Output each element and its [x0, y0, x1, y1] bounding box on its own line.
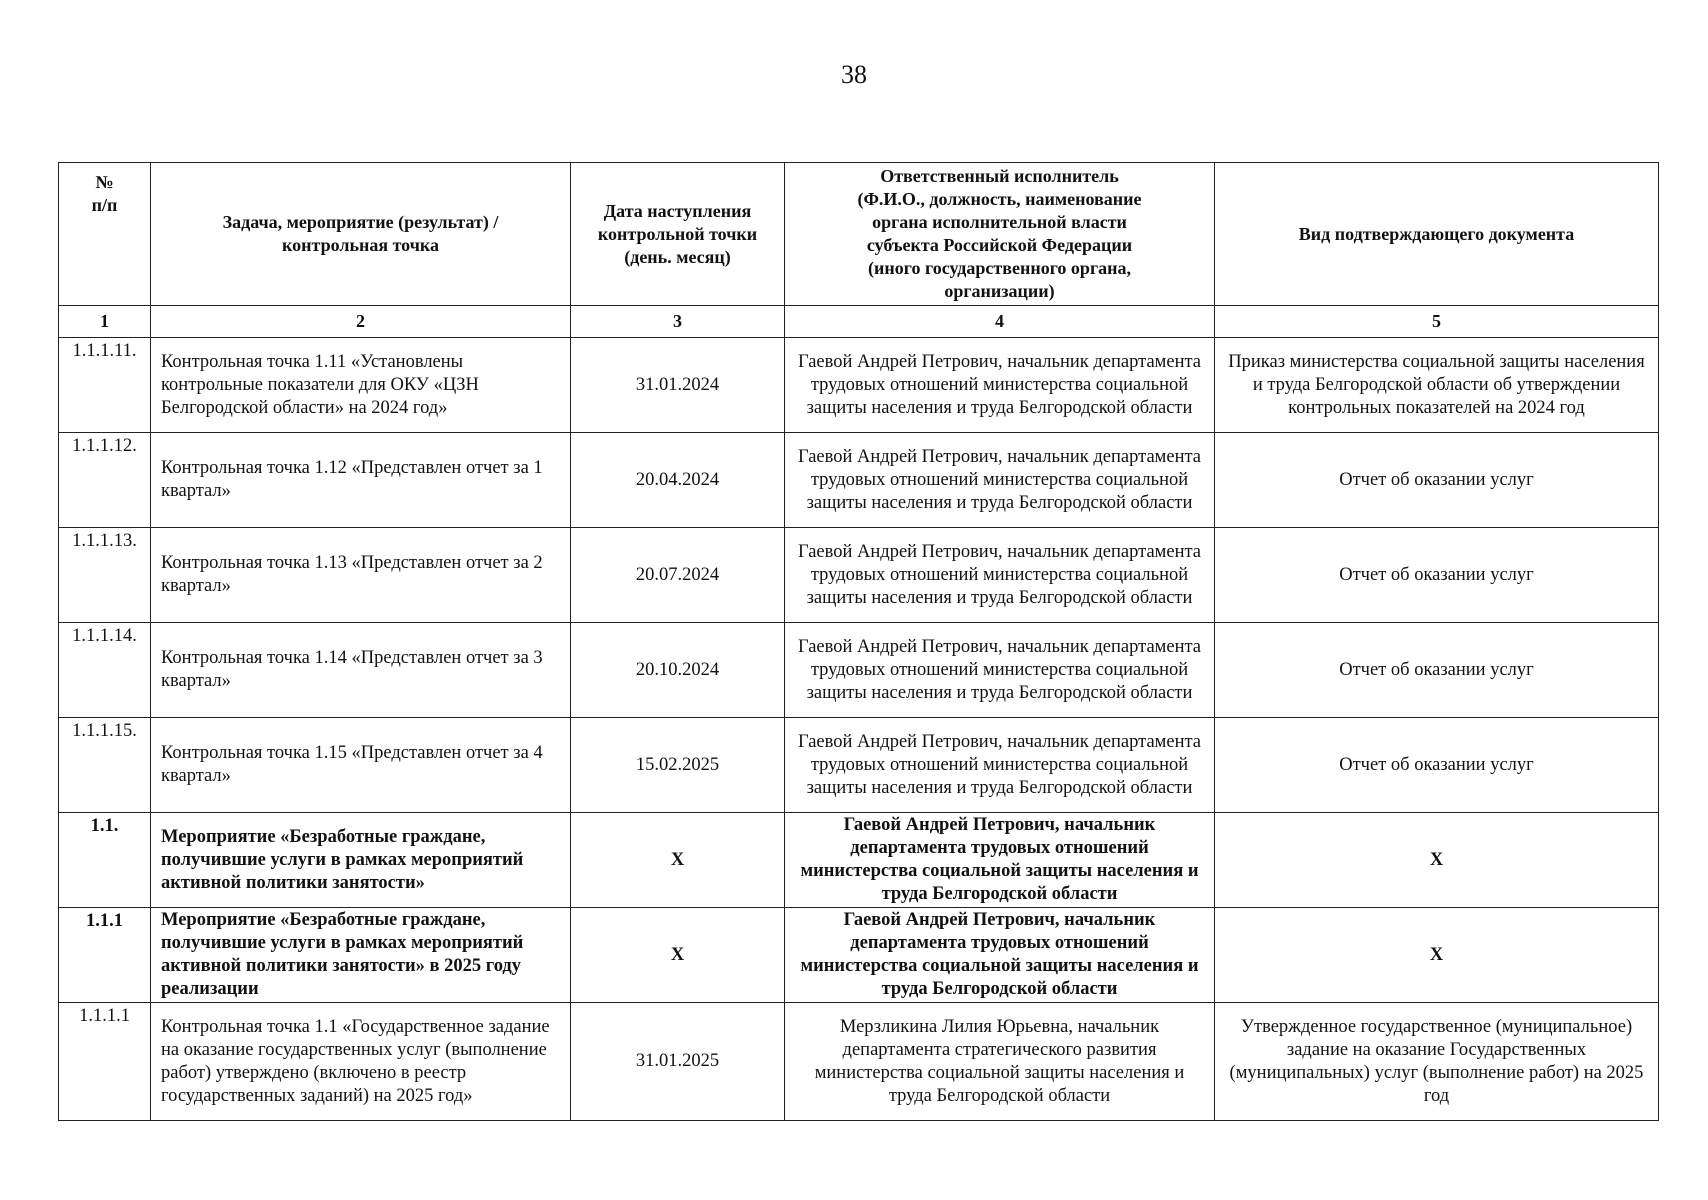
row-document: Отчет об оказании услуг: [1215, 433, 1659, 528]
page-number: 38: [841, 60, 867, 89]
row-task: Контрольная точка 1.12 «Представлен отчет за 1 квартал»: [151, 433, 571, 528]
row-document: Отчет об оказании услуг: [1215, 623, 1659, 718]
row-task: Контрольная точка 1.14 «Представлен отчет за 3 квартал»: [151, 623, 571, 718]
row-task: Контрольная точка 1.11 «Установлены контрольные показатели для ОКУ «ЦЗН Белгородской области» на 2024 год»: [151, 338, 571, 433]
row-document: Утвержденное государственное (муниципальное) задание на оказание Государственных (муниципальных) услуг (выполнение работ) на 2025 год: [1215, 1003, 1659, 1121]
row-responsible: Гаевой Андрей Петрович, начальник департамента трудовых отношений министерства социальной защиты населения и труда Белгородской области: [785, 813, 1215, 908]
row-responsible: Гаевой Андрей Петрович, начальник департамента трудовых отношений министерства социальной защиты населения и труда Белгородской области: [785, 718, 1215, 813]
row-date: 15.02.2025: [571, 718, 785, 813]
row-number: 1.1.: [59, 813, 151, 908]
column-number: 1: [59, 306, 151, 338]
row-date: Х: [571, 908, 785, 1003]
table-row: [59, 813, 1659, 908]
row-date: Х: [571, 813, 785, 908]
table-row: [59, 1003, 1659, 1121]
row-document: Х: [1215, 908, 1659, 1003]
row-document: Приказ министерства социальной защиты населения и труда Белгородской области об утверждении контрольных показателей на 2024 год: [1215, 338, 1659, 433]
column-number: 5: [1215, 306, 1659, 338]
row-document: Отчет об оказании услуг: [1215, 718, 1659, 813]
row-date: 20.10.2024: [571, 623, 785, 718]
row-responsible: Гаевой Андрей Петрович, начальник департамента трудовых отношений министерства социальной защиты населения и труда Белгородской области: [785, 433, 1215, 528]
row-date: 20.07.2024: [571, 528, 785, 623]
table-header-row: [59, 163, 1659, 306]
table-row: [59, 338, 1659, 433]
column-number: 2: [151, 306, 571, 338]
row-responsible: Гаевой Андрей Петрович, начальник департамента трудовых отношений министерства социальной защиты населения и труда Белгородской области: [785, 338, 1215, 433]
row-task: Мероприятие «Безработные граждане, получившие услуги в рамках мероприятий активной политики занятости» в 2025 году реализации: [151, 908, 571, 1003]
row-responsible: Гаевой Андрей Петрович, начальник департамента трудовых отношений министерства социальной защиты населения и труда Белгородской области: [785, 623, 1215, 718]
row-responsible: Гаевой Андрей Петрович, начальник департамента трудовых отношений министерства социальной защиты населения и труда Белгородской области: [785, 908, 1215, 1003]
table-row: [59, 528, 1659, 623]
row-date: 31.01.2024: [571, 338, 785, 433]
column-number: 4: [785, 306, 1215, 338]
row-date: 20.04.2024: [571, 433, 785, 528]
header-task: Задача, мероприятие (результат) / контрольная точка: [151, 163, 571, 306]
table-row: [59, 718, 1659, 813]
row-task: Контрольная точка 1.13 «Представлен отчет за 2 квартал»: [151, 528, 571, 623]
row-number: 1.1.1: [59, 908, 151, 1003]
column-number-row: [59, 306, 1659, 338]
row-date: 31.01.2025: [571, 1003, 785, 1121]
control-points-table: [58, 162, 1659, 1121]
column-number: 3: [571, 306, 785, 338]
row-number: 1.1.1.14.: [59, 623, 151, 718]
row-document: Отчет об оказании услуг: [1215, 528, 1659, 623]
header-document: Вид подтверждающего документа: [1215, 163, 1659, 306]
table-row: [59, 623, 1659, 718]
row-task: Контрольная точка 1.1 «Государственное задание на оказание государственных услуг (выполнение работ) утверждено (включено в реестр государственных заданий) на 2025 год»: [151, 1003, 571, 1121]
header-number: № п/п: [59, 163, 151, 306]
row-responsible: Мерзликина Лилия Юрьевна, начальник департамента стратегического развития министерства социальной защиты населения и труда Белгородской области: [785, 1003, 1215, 1121]
row-number: 1.1.1.1: [59, 1003, 151, 1121]
row-number: 1.1.1.13.: [59, 528, 151, 623]
row-document: Х: [1215, 813, 1659, 908]
row-number: 1.1.1.11.: [59, 338, 151, 433]
table-row: [59, 908, 1659, 1003]
row-number: 1.1.1.15.: [59, 718, 151, 813]
header-date: Дата наступления контрольной точки (день. месяц): [571, 163, 785, 306]
table-row: [59, 433, 1659, 528]
header-responsible: Ответственный исполнитель (Ф.И.О., должность, наименование органа исполнительной власти субъекта Российской Федерации (иного государственного органа, организации): [785, 163, 1215, 306]
row-responsible: Гаевой Андрей Петрович, начальник департамента трудовых отношений министерства социальной защиты населения и труда Белгородской области: [785, 528, 1215, 623]
row-task: Контрольная точка 1.15 «Представлен отчет за 4 квартал»: [151, 718, 571, 813]
row-task: Мероприятие «Безработные граждане, получившие услуги в рамках мероприятий активной политики занятости»: [151, 813, 571, 908]
row-number: 1.1.1.12.: [59, 433, 151, 528]
